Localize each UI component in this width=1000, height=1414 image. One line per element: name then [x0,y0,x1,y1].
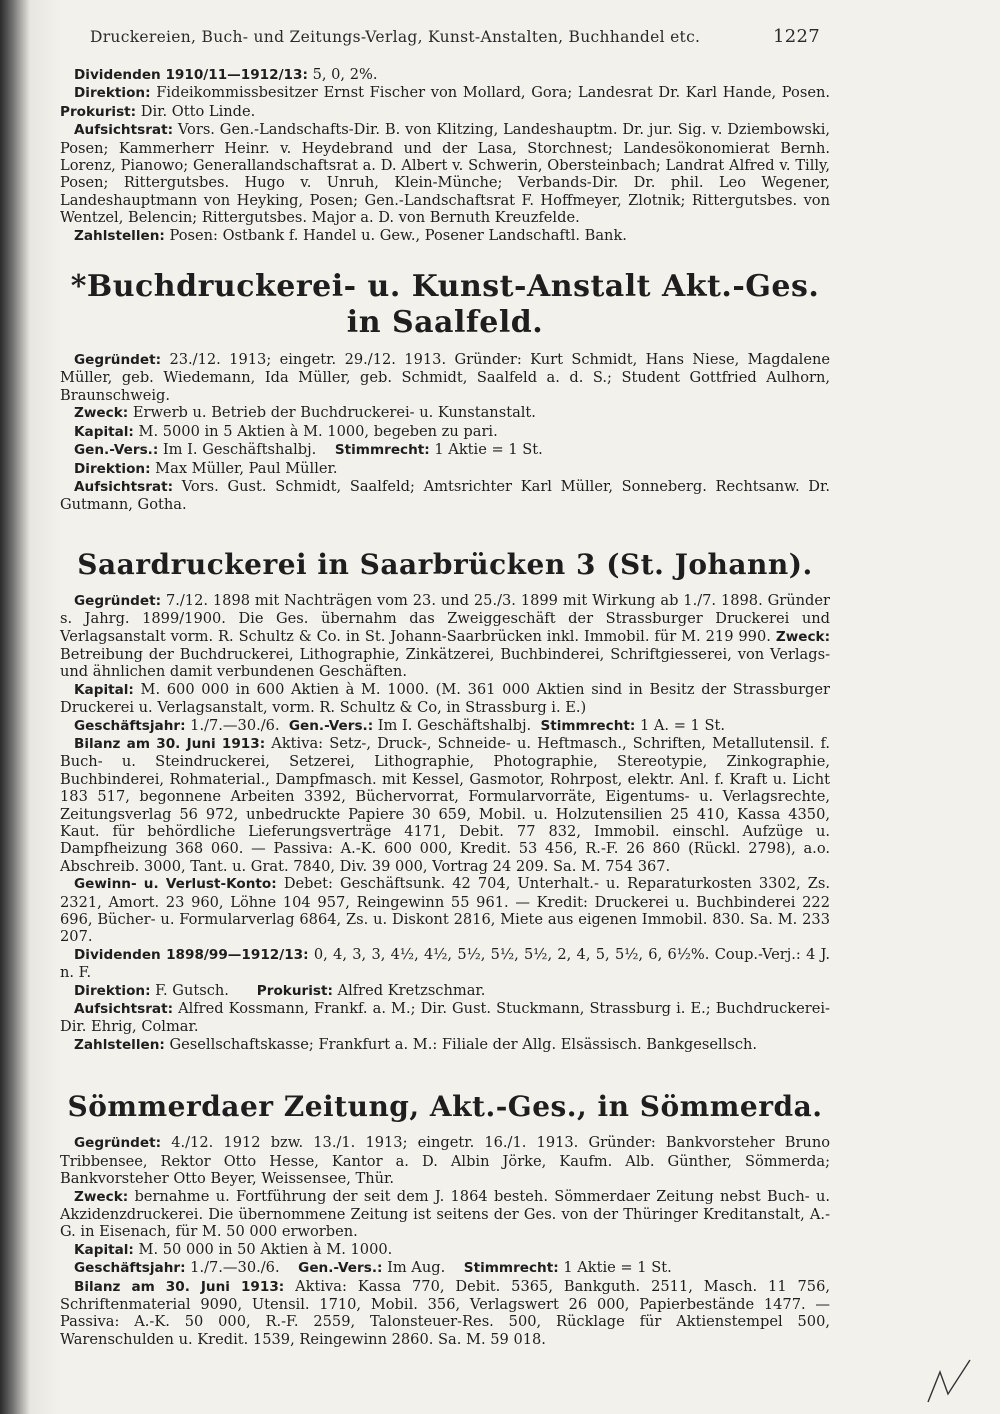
gegruendet-label: Gegründet: [74,592,162,609]
gegruendet-text: 7./12. 1898 mit Nachträgen vom 23. und 25./3. 1899 mit Wirkung ab 1./7. 1898. Gründer s. Jahrg. 1899/1900. Die Ges. übernahm das Zweiggeschäft der Strassburger Druckerei und Verlagsanstalt vorm. R. Schultz & Co. in St. Johann-Saarbrücken inkl. Immobil. für M. 219 990. [60,591,830,645]
running-header [90,28,820,46]
direktion-label: Direktion: [74,982,151,999]
direktion-label: Direktion: [74,85,151,102]
dividenden-text: 0, 4, 3, 3, 4½, 4½, 5½, 5½, 5½, 2, 4, 5, 5½, 6, 6½%. Coup.-Verj.: 4 J. n. F. [60,945,831,982]
direktion-line [60,460,830,478]
continued-entry [60,66,830,245]
gegruendet-text: 4./12. 1912 bzw. 13./1. 1913; eingetr. 16./1. 1913. Gründer: Bankvorsteher Bruno Tribbensee, Rektor Otto Hesse, Kantor a. D. Albin Jörke, Kaufm. Alb. Günther, Sömmerda; Bankvorsteher Otto Beyer, Weissensee, Thür. [60,1134,831,1188]
bilanz-label: Bilanz am 30. Juni 1913: [74,1278,285,1295]
direktion-label: Direktion: [74,460,151,477]
entry-title: *Buchdruckerei- u. Kunst-Anstalt Akt.-Ges. in Saalfeld. [70,269,820,341]
prokurist-text: Dir. Otto Linde. [140,102,256,120]
aufsichtsrat-line [60,1000,830,1036]
aufsichtsrat-label: Aufsichtsrat: [74,478,173,495]
genvers-label: Gen.-Vers.: [74,442,159,459]
geschaeftsjahr-text: 1./7.—30./6. [190,1259,280,1277]
genvers-text: Im I. Geschäftshalbj. [377,716,532,734]
zahlstellen-text: Posen: Ostbank f. Handel u. Gew., Posener Landschaftl. Bank. [169,226,627,244]
page-number: 1227 [772,26,820,47]
zweck-text: Betreibung der Buchdruckerei, Lithographie, Zinkätzerei, Buchbinderei, Schriftgiesserei, von Verlags- und ähnlichen damit verbundenen Geschäften. [60,645,830,681]
dividenden-line [60,946,830,982]
bilanz-line [60,1278,830,1349]
gegruendet-label: Gegründet: [74,1135,162,1152]
aufsichtsrat-text: Vors. Gen.-Landschafts-Dir. B. von Klitzing, Landeshauptm. Dr. jur. Sig. v. Dziembowski, Posen; Kammerherr Heinr. v. Heydebrand und der Lasa, Storchnest; Landesökonomierat Bernh. Lorenz, Pianowo; Generallandschaftsrat a. D. Albert v. Schwerin, Obersteinbach; Landrat Alfred v. Tilly, Posen; Rittergutsbes. Hugo v. Unruh, Klein-Münche; Verbands-Dir. Dr. phil. Leo Wegener, Landeshauptmann von Heyking, Posen; Gen.-Landschaftsrat F. Hoffmeyer, Zlotnik; Rittergutsbes. von Wentzel, Belencin; Rittergutsbes. Major a. D. von Bernuth Kreuzfelde. [60,121,830,227]
direktion-line [60,982,830,1000]
geschaeftsjahr-text: 1./7.—30./6. [190,716,280,734]
kapital-line [60,1241,830,1259]
aufsichtsrat-line [60,121,830,226]
aufsichtsrat-line [60,478,830,514]
entry-soemmerda [60,1090,830,1348]
gegruendet-text: 23./12. 1913; eingetr. 29./12. 1913. Gründer: Kurt Schmidt, Hans Niese, Magdalene Müller, geb. Wiedemann, Ida Müller, geb. Schmidt, Saalfeld a. d. S.; Student Gottfried Aulhorn, Braunschweig. [60,351,830,404]
geschaeftsjahr-label: Geschäftsjahr: [74,717,186,734]
kapital-label: Kapital: [74,681,134,698]
dividenden-label: Dividenden 1910/11—1912/13: [74,67,308,83]
gegruendet-line [60,1134,830,1187]
zweck-line [60,1188,830,1241]
kapital-text: M. 600 000 in 600 Aktien à M. 1000. (M. 361 000 Aktien sind in Besitz der Strassburger Druckerei u. Verlagsanstalt, vorm. R. Schultz & Co, in Strassburg i. E.) [60,680,830,717]
zweck-text: bernahme u. Fortführung der seit dem J. 1864 besteh. Sömmerdaer Zeitung nebst Buch- u. Akzidenzdruckerei. Die übernommene Zeitung ist seitens der Ges. von der Thüringer Kreditanstalt, A.-G. in Eisenach, für M. 50 000 erworben. [60,1187,830,1241]
prokurist-label: Prokurist: [60,103,137,120]
aufsichtsrat-label: Aufsichtsrat: [74,1001,173,1018]
geschaeftsjahr-line [60,1259,830,1277]
gegruendet-line [60,351,830,404]
zahlstellen-line [60,227,830,245]
corner-pencil-mark [918,1354,978,1404]
page-content [60,66,830,1348]
entry-title: Sömmerdaer Zeitung, Akt.-Ges., in Sömmerda. [67,1090,823,1124]
gegruendet-label: Gegründet: [74,352,162,369]
bilanz-label: Bilanz am 30. Juni 1913: [74,735,266,752]
bilanz-text: Aktiva: Setz-, Druck-, Schneide- u. Heftmasch., Schriften, Metallutensil. f. Buch- u. Steindruckerei, Setzerei, Lithographie, Photographie, Stereotypie, Zinkographie, Buchbinderei, Rohmaterial., Dampfmasch. mit Kessel, Gasmotor, Rohrpost, elektr. Anl. f. Kraft u. Licht 183 517, begonnene Arbeiten 3392, Büchervorrat, Formularvorräte, Eigentums- u. Verlagsrechte, Zeitungsverlag 56 972, unbedruckte Papiere 30 659, Mobil. u. Holzutensilien 25 410, Kassa 4350, Kaut. für behördliche Lieferungsverträge 4171, Debit. 77 832, Immobil. einschl. Aufzüge u. Dampfheizung 368 060. — Passiva: A.-K. 600 000, Kredit. 53 456, R.-F. 26 860 (Rückl. 2798), a.o. Abschreib. 3000, Tant. u. Grat. 7840, Div. 39 000, Vortrag 24 209. Sa. M. 754 367. [60,734,830,875]
kapital-line [60,423,830,441]
gewinn-verlust-line [60,875,830,946]
zweck-label: Zweck: [74,1188,129,1205]
stimmrecht-text: 1 Aktie = 1 St. [434,441,543,459]
genvers-line [60,441,830,459]
zweck-line [60,404,830,422]
stimmrecht-text: 1 Aktie = 1 St. [563,1259,672,1277]
zahlstellen-text: Gesellschaftskasse; Frankfurt a. M.: Filiale der Allg. Elsässisch. Bankgesellsch. [169,1035,758,1053]
dividenden-text: 5, 0, 2%. [312,66,378,83]
genvers-label: Gen.-Vers.: [298,1260,383,1277]
zweck-label: Zweck: [74,405,129,422]
prokurist-text: Alfred Kretzschmar. [337,981,486,999]
bilanz-text: Aktiva: Kassa 770, Debit. 5365, Bankguth. 2511, Masch. 11 756, Schriftenmaterial 9090, Utensil. 1710, Mobil. 356, Verlagswert 26 000, Papierbestände 1477. — Passiva: A.-K. 50 000, R.-F. 2559, Talonsteuer-Res. 500, Rücklage für Aktienstempel 500, Warenschulden u. Kredit. 1539, Reingewinn 2860. Sa. M. 59 018. [60,1277,831,1348]
dividenden-line [60,66,830,84]
prokurist-label: Prokurist: [256,982,333,999]
direktion-line [60,84,830,121]
direktion-text: Max Müller, Paul Müller. [155,459,338,477]
kapital-label: Kapital: [74,1241,134,1258]
gewinn-text: Debet: Geschäftsunk. 42 704, Unterhalt.- u. Reparaturkosten 3302, Zs. 2321, Amort. 23 960, Löhne 104 957, Reingewinn 55 961. — Kredit: Druckerei u. Buchbinderei 222 696, Bücher- u. Formularverlag 6864, Zs. u. Diskont 2816, Miete aus eigenen Immobil. 830. Sa. M. 233 207. [60,875,830,946]
zahlstellen-label: Zahlstellen: [74,1036,165,1053]
stimmrecht-label: Stimmrecht: [540,717,636,734]
zahlstellen-label: Zahlstellen: [74,227,165,244]
geschaeftsjahr-line [60,717,830,735]
aufsichtsrat-text: Vors. Gust. Schmidt, Saalfeld; Amtsrichter Karl Müller, Sonneberg. Rechtsanw. Dr. Gutmann, Gotha. [60,477,830,514]
kapital-text: M. 5000 in 5 Aktien à M. 1000, begeben zu pari. [138,422,498,440]
aufsichtsrat-text: Alfred Kossmann, Frankf. a. M.; Dir. Gust. Stuckmann, Strassburg i. E.; Buchdruckerei-Dir. Ehrig, Colmar. [60,1000,830,1036]
kapital-line [60,681,830,717]
entry-title: Saardruckerei in Saarbrücken 3 (St. Johann). [77,547,813,581]
running-title: Druckereien, Buch- und Zeitungs-Verlag, Kunst-Anstalten, Buchhandel etc. [90,28,701,46]
zahlstellen-line [60,1036,830,1054]
zweck-label: Zweck: [775,628,831,645]
genvers-text: Im I. Geschäftshalbj. [162,441,317,459]
stimmrecht-label: Stimmrecht: [334,442,430,459]
gewinn-label: Gewinn- u. Verlust-Konto: [74,876,277,893]
zweck-text: Erwerb u. Betrieb der Buchdruckerei- u. Kunstanstalt. [132,404,536,422]
genvers-label: Gen.-Vers.: [288,717,374,734]
entry-saalfeld [60,269,830,514]
gegruendet-line [60,592,830,681]
geschaeftsjahr-label: Geschäftsjahr: [74,1260,186,1277]
entry-saarbruecken [60,548,830,1055]
direktion-text: Fideikommissbesitzer Ernst Fischer von Mollard, Gora; Landesrat Dr. Karl Hande, Posen. [156,84,830,102]
direktion-text: F. Gutsch. [155,981,229,999]
kapital-label: Kapital: [74,423,134,440]
genvers-text: Im Aug. [387,1259,446,1277]
stimmrecht-text: 1 A. = 1 St. [639,716,725,734]
kapital-text: M. 50 000 in 50 Aktien à M. 1000. [138,1240,393,1258]
dividenden-label: Dividenden 1898/99—1912/13: [74,946,309,963]
aufsichtsrat-label: Aufsichtsrat: [74,122,173,139]
bilanz-line [60,735,830,875]
stimmrecht-label: Stimmrecht: [463,1260,559,1277]
